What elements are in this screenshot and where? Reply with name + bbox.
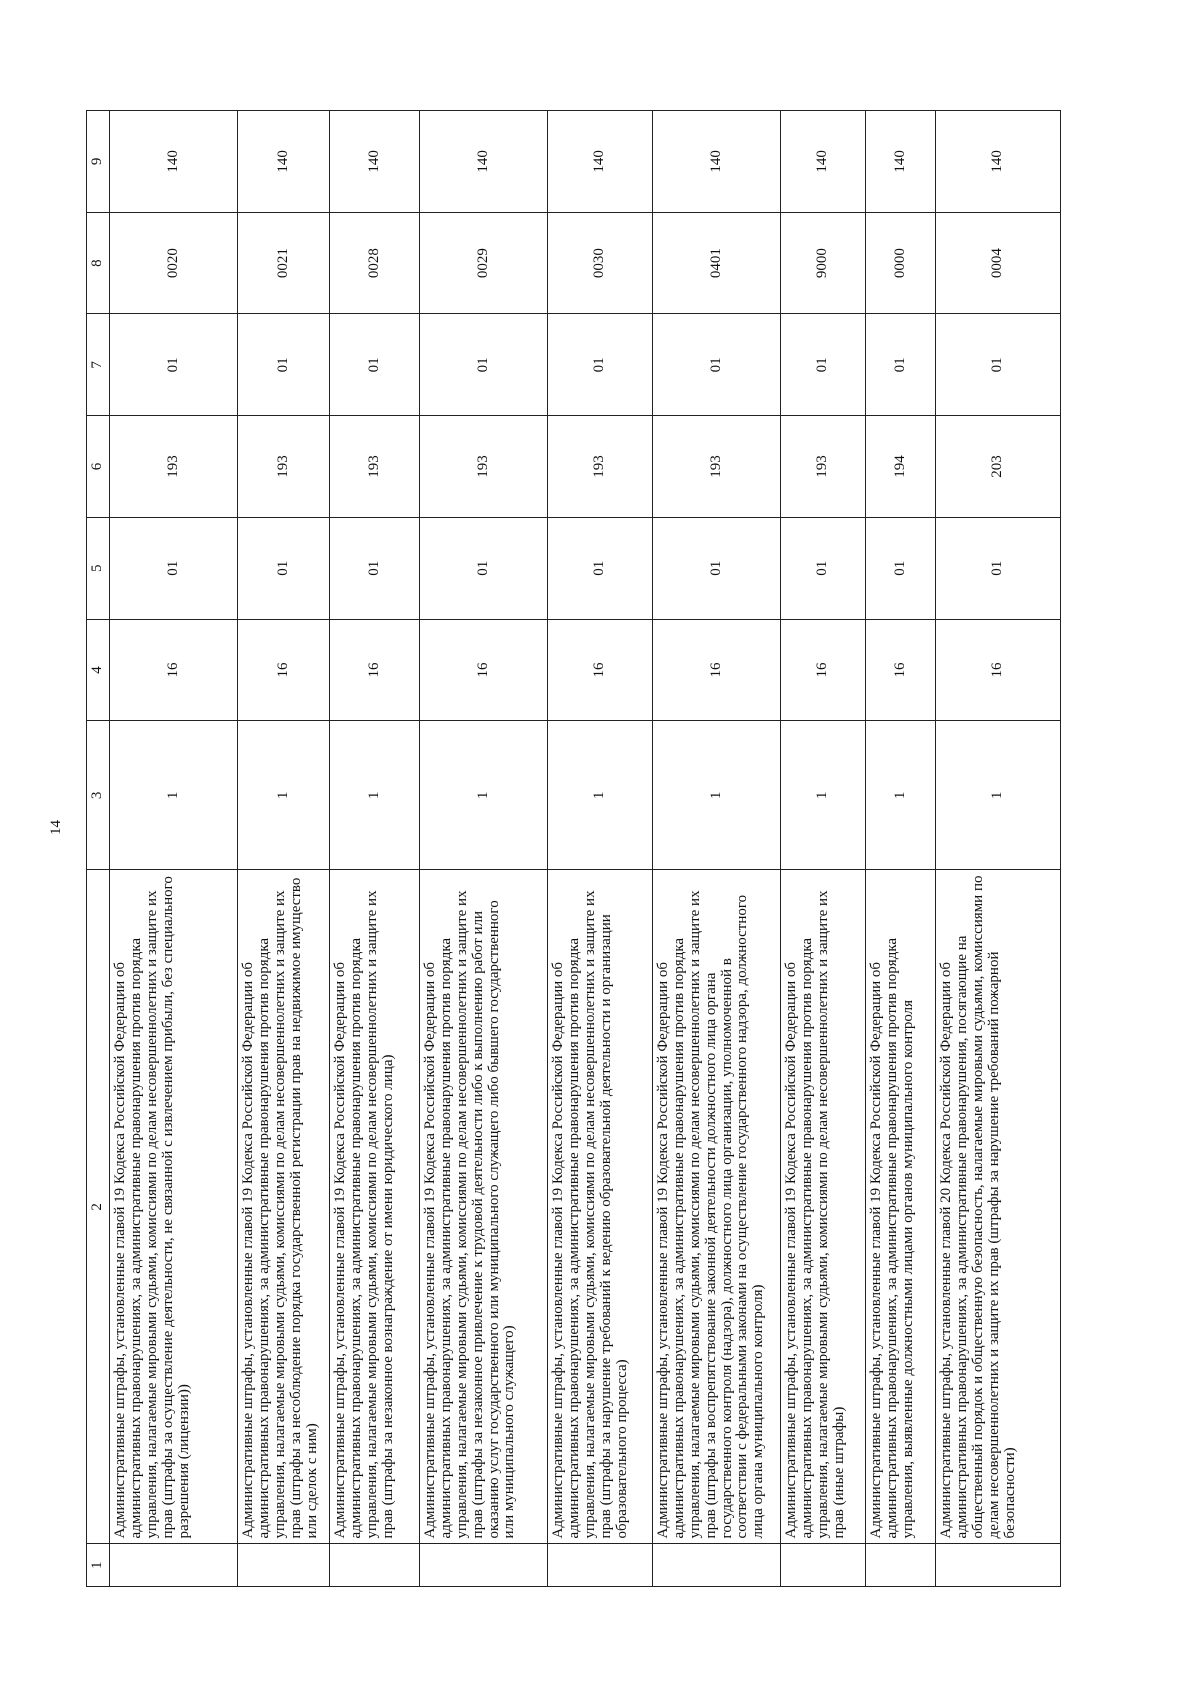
column-number: 6 — [87, 416, 110, 518]
cell-col7: 01 — [238, 314, 330, 416]
cell-col5: 01 — [866, 517, 936, 619]
cell-description: Административные штрафы, установленные главой 19 Кодекса Российской Федерации об административных правонарушениях, за административные правонарушения против порядка управления, выявленные должностными лицами органов муниципального контроля — [866, 870, 936, 1544]
cell-col9: 140 — [420, 111, 548, 213]
cell-col1 — [781, 1544, 866, 1587]
cell-col4: 16 — [936, 619, 1061, 721]
column-number: 2 — [87, 870, 110, 1544]
cell-col8: 0401 — [653, 212, 781, 314]
cell-description: Административные штрафы, установленные главой 19 Кодекса Российской Федерации об административных правонарушениях, за административные правонарушения против порядка управления, налагаемые мировыми судьями, комиссиями по делам несовершеннолетних и защите их прав (штрафы за воспрепятствование законной деятельности должностного лица органа государственного контроля (надзора), должностного лица организации, уполномоченной в соответствии с федеральными законами на осуществление государственного надзора, должностного лица органа муниципального контроля) — [653, 870, 781, 1544]
cell-col6: 193 — [653, 416, 781, 518]
page-number: 14 — [48, 820, 64, 835]
cell-col8: 0021 — [238, 212, 330, 314]
column-number: 4 — [87, 619, 110, 721]
cell-col3: 1 — [238, 721, 330, 870]
cell-col3: 1 — [548, 721, 653, 870]
cell-description: Административные штрафы, установленные главой 19 Кодекса Российской Федерации об административных правонарушениях, за административные правонарушения против порядка управления, налагаемые мировыми судьями, комиссиями по делам несовершеннолетних и защите их прав (штрафы за нарушение требований к ведению образовательной деятельности и организации образовательного процесса) — [548, 870, 653, 1544]
cell-description: Административные штрафы, установленные главой 19 Кодекса Российской Федерации об административных правонарушениях, за административные правонарушения против порядка управления, налагаемые мировыми судьями, комиссиями по делам несовершеннолетних и защите их прав (штрафы за незаконное вознаграждение от имени юридического лица) — [330, 870, 420, 1544]
cell-col7: 01 — [548, 314, 653, 416]
cell-col1 — [548, 1544, 653, 1587]
cell-col9: 140 — [548, 111, 653, 213]
cell-col7: 01 — [420, 314, 548, 416]
cell-col8: 0020 — [110, 212, 238, 314]
cell-col9: 140 — [110, 111, 238, 213]
cell-col6: 194 — [866, 416, 936, 518]
cell-col3: 1 — [866, 721, 936, 870]
cell-col3: 1 — [781, 721, 866, 870]
table-row — [330, 111, 420, 1587]
table-row — [866, 111, 936, 1587]
cell-description: Административные штрафы, установленные главой 20 Кодекса Российской Федерации об административных правонарушениях, за административные правонарушения, посягающие на общественный порядок и общественную безопасность, налагаемые мировыми судьями, комиссиями по делам несовершеннолетних и защите их прав (штрафы за нарушение требований пожарной безопасности) — [936, 870, 1061, 1544]
cell-col1 — [936, 1544, 1061, 1587]
cell-col3: 1 — [110, 721, 238, 870]
cell-col3: 1 — [420, 721, 548, 870]
column-number: 5 — [87, 517, 110, 619]
cell-col9: 140 — [653, 111, 781, 213]
cell-col1 — [110, 1544, 238, 1587]
cell-description: Административные штрафы, установленные главой 19 Кодекса Российской Федерации об административных правонарушениях, за административные правонарушения против порядка управления, налагаемые мировыми судьями, комиссиями по делам несовершеннолетних и защите их прав (иные штрафы) — [781, 870, 866, 1544]
cell-col5: 01 — [238, 517, 330, 619]
column-number: 3 — [87, 721, 110, 870]
cell-col6: 193 — [548, 416, 653, 518]
cell-description: Административные штрафы, установленные главой 19 Кодекса Российской Федерации об административных правонарушениях, за административные правонарушения против порядка управления, налагаемые мировыми судьями, комиссиями по делам несовершеннолетних и защите их прав (штрафы за осуществление деятельности, не связанной с извлечением прибыли, без специального разрешения (лицензии)) — [110, 870, 238, 1544]
cell-col4: 16 — [781, 619, 866, 721]
table-row — [781, 111, 866, 1587]
cell-col5: 01 — [330, 517, 420, 619]
cell-col1 — [238, 1544, 330, 1587]
cell-col5: 01 — [420, 517, 548, 619]
cell-col6: 193 — [110, 416, 238, 518]
cell-col4: 16 — [866, 619, 936, 721]
cell-col9: 140 — [238, 111, 330, 213]
column-number: 7 — [87, 314, 110, 416]
cell-col4: 16 — [238, 619, 330, 721]
cell-description: Административные штрафы, установленные главой 19 Кодекса Российской Федерации об административных правонарушениях, за административные правонарушения против порядка управления, налагаемые мировыми судьями, комиссиями по делам несовершеннолетних и защите их прав (штрафы за незаконное привлечение к трудовой деятельности либо к выполнению работ или оказанию услуг государственного или муниципального служащего либо бывшего государственного или муниципального служащего) — [420, 870, 548, 1544]
cell-col3: 1 — [330, 721, 420, 870]
cell-col9: 140 — [781, 111, 866, 213]
cell-col8: 0004 — [936, 212, 1061, 314]
cell-col4: 16 — [110, 619, 238, 721]
cell-col6: 203 — [936, 416, 1061, 518]
cell-col7: 01 — [866, 314, 936, 416]
cell-col3: 1 — [936, 721, 1061, 870]
column-number: 8 — [87, 212, 110, 314]
cell-col7: 01 — [653, 314, 781, 416]
cell-col8: 0000 — [866, 212, 936, 314]
cell-col1 — [653, 1544, 781, 1587]
budget-codes-table — [86, 110, 1061, 1587]
cell-col4: 16 — [420, 619, 548, 721]
cell-col7: 01 — [936, 314, 1061, 416]
cell-col1 — [420, 1544, 548, 1587]
cell-col8: 0030 — [548, 212, 653, 314]
cell-col5: 01 — [110, 517, 238, 619]
cell-col4: 16 — [330, 619, 420, 721]
cell-col8: 0028 — [330, 212, 420, 314]
rotated-table-container — [86, 110, 1059, 1587]
table-row — [548, 111, 653, 1587]
table-row — [936, 111, 1061, 1587]
column-number: 1 — [87, 1544, 110, 1587]
cell-col1 — [330, 1544, 420, 1587]
table-row — [110, 111, 238, 1587]
cell-col1 — [866, 1544, 936, 1587]
cell-col8: 9000 — [781, 212, 866, 314]
table-row — [420, 111, 548, 1587]
cell-col6: 193 — [330, 416, 420, 518]
cell-col6: 193 — [781, 416, 866, 518]
table-row — [653, 111, 781, 1587]
cell-col5: 01 — [781, 517, 866, 619]
cell-col9: 140 — [330, 111, 420, 213]
cell-col6: 193 — [238, 416, 330, 518]
cell-col3: 1 — [653, 721, 781, 870]
column-number-row — [87, 111, 110, 1587]
cell-col4: 16 — [653, 619, 781, 721]
cell-col5: 01 — [653, 517, 781, 619]
table-row — [238, 111, 330, 1587]
cell-col7: 01 — [330, 314, 420, 416]
cell-col5: 01 — [548, 517, 653, 619]
cell-col9: 140 — [936, 111, 1061, 213]
column-number: 9 — [87, 111, 110, 213]
cell-col8: 0029 — [420, 212, 548, 314]
cell-description: Административные штрафы, установленные главой 19 Кодекса Российской Федерации об административных правонарушениях, за административные правонарушения против порядка управления, налагаемые мировыми судьями, комиссиями по делам несовершеннолетних и защите их прав (штрафы за несоблюдение порядка государственной регистрации прав на недвижимое имущество или сделок с ним) — [238, 870, 330, 1544]
cell-col5: 01 — [936, 517, 1061, 619]
cell-col7: 01 — [781, 314, 866, 416]
cell-col4: 16 — [548, 619, 653, 721]
cell-col6: 193 — [420, 416, 548, 518]
cell-col7: 01 — [110, 314, 238, 416]
cell-col9: 140 — [866, 111, 936, 213]
